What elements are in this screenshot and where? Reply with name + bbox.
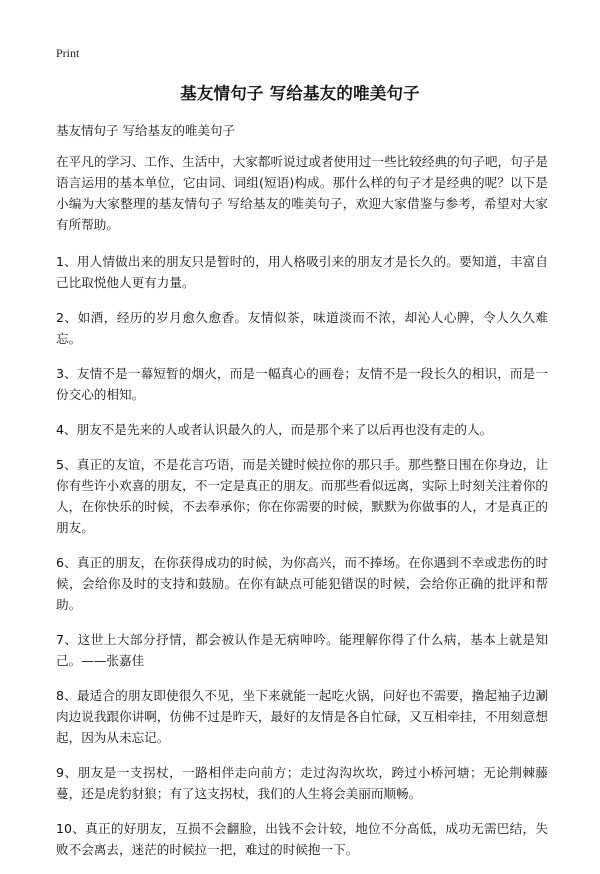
quote-paragraph-2: 2、如酒，经历的岁月愈久愈香。友情似茶，味道淡而不浓，却沁人心脾，令人久久难忘。: [56, 310, 548, 346]
quote-paragraph-3: 3、友情不是一幕短暂的烟火，而是一幅真心的画卷；友情不是一段长久的相识，而是一份交心的相知。: [56, 366, 548, 402]
quote-paragraph-7: 7、这世上大部分抒情，都会被认作是无病呻吟。能理解你得了什么病，基本上就是知己。——张嘉佳: [56, 632, 548, 668]
quote-paragraph-1: 1、用人情做出来的朋友只是暂时的，用人格吸引来的朋友才是长久的。要知道，丰富自己比取悦他人更有力量。: [56, 254, 548, 290]
quote-paragraph-6: 6、真正的朋友，在你获得成功的时候，为你高兴，而不捧场。在你遇到不幸或悲伤的时候，会给你及时的支持和鼓励。在你有缺点可能犯错误的时候，会给你正确的批评和帮助。: [56, 555, 548, 612]
quote-paragraph-9: 9、朋友是一支拐杖，一路相伴走向前方；走过沟沟坎坎，跨过小桥河塘；无论荆棘藤蔓，还是虎豹豺狼；有了这支拐杖，我们的人生将会美丽而顺畅。: [56, 765, 548, 801]
quote-paragraph-10: 10、真正的好朋友，互损不会翻脸，出钱不会计较，地位不分高低，成功无需巴结，失败不会离去，迷茫的时候拉一把，难过的时候抱一下。: [56, 821, 548, 857]
document-subtitle: 基友情句子 写给基友的唯美句子: [56, 123, 235, 138]
intro-paragraph: 在平凡的学习、工作、生活中，大家都听说过或者使用过一些比较经典的句子吧，句子是语言运用的基本单位，它由词、词组(短语)构成。那什么样的句子才是经典的呢？以下是小编为大家整理的基友情句子 写给基友的唯美句子，欢迎大家借鉴与参考，希望对大家有所帮助。: [56, 154, 548, 232]
quote-paragraph-4: 4、朋友不是先来的人或者认识最久的人，而是那个来了以后再也没有走的人。: [56, 422, 493, 437]
document-body: [56, 151, 548, 874]
page-title: 基友情句子 写给基友的唯美句子: [180, 84, 420, 103]
quote-paragraph-5: 5、真正的友谊，不是花言巧语，而是关键时候拉你的那只手。那些整日围在你身边，让你有些许小欢喜的朋友，不一定是真正的朋友。而那些看似远离，实际上时刻关注着你的人，在你快乐的时候，不去奉承你；你在你需要的时候，默默为你做事的人，才是真正的朋友。: [56, 457, 548, 535]
quote-paragraph-8: 8、最适合的朋友即使很久不见，坐下来就能一起吃火锅，问好也不需要，撸起袖子边涮肉边说我跟你讲啊，仿佛不过是昨天，最好的友情是各自忙碌，又互相牵挂，不用刻意想起，因为从未忘记。: [56, 688, 548, 745]
print-label: Print: [56, 46, 80, 60]
